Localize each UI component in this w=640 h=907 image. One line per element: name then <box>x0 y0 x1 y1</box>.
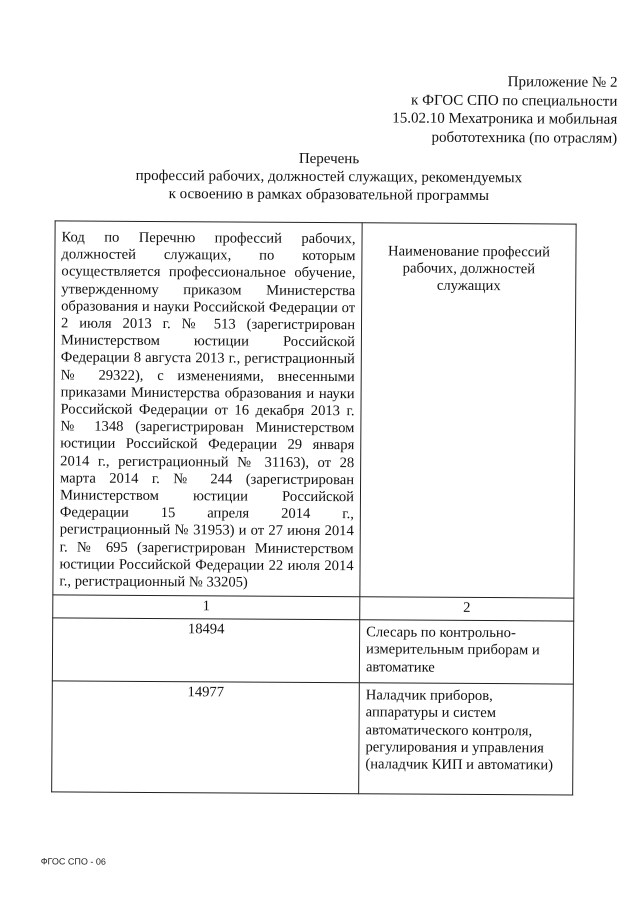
profession-name: Слесарь по контрольно-измерительным приборам и автоматике <box>359 620 573 684</box>
document-heading <box>129 149 529 205</box>
column-number-2: 2 <box>360 597 574 621</box>
table-row <box>52 681 574 795</box>
annex-specialty: 15.02.10 Мехатроника и мобильная <box>392 110 618 128</box>
header-name-column: Наименование профессий рабочих, должностей служащих <box>360 223 576 599</box>
column-number-1: 1 <box>53 595 360 620</box>
annex-specialty-cont: робототехника (по отраслям) <box>431 129 618 147</box>
table-header-row <box>53 221 576 598</box>
annex-block <box>317 72 617 148</box>
professions-table <box>51 220 576 795</box>
table-number-row <box>53 595 574 621</box>
profession-code: 14977 <box>52 681 360 794</box>
heading-subtitle-1: профессий рабочих, должностей служащих, рекомендуемых <box>135 167 523 187</box>
profession-name: Наладчик приборов, аппаратуры и систем автоматического контроля, регулирования и управления (наладчик КИП и автоматики) <box>359 683 574 795</box>
table-row <box>52 618 573 684</box>
heading-subtitle-2: к освоению в рамках образовательной программы <box>168 186 490 205</box>
heading-title: Перечень <box>298 150 360 168</box>
profession-code: 18494 <box>52 618 359 683</box>
page-footer: ФГОС СПО - 06 <box>40 856 106 867</box>
annex-reference: к ФГОС СПО по специальности <box>411 92 618 110</box>
annex-number: Приложение № 2 <box>507 74 618 91</box>
header-code-column: Код по Перечню профессий рабочих, должностей служащих, по которым осуществляется профессиональное обучение, утвержденному приказом Министерства образования и науки Российской Федерации от 2 июля 2013 г. № 513 (зарегистрирован Министерством юстиции Российской Федерации 8 августа 2013 г., регистрационный № 29322), с изменениями, внесенными приказами Министерства образования и науки Российской Федерации от 16 декабря 2013 г. № 1348 (зарегистрирован Министерством юстиции Российской Федерации 29 января 2014 г., регистрационный № 31163), от 28 марта 2014 г. № 244 (зарегистрирован Министерством юстиции Российской Федерации 15 апреля 2014 г., регистрационный № 31953) и от 27 июня 2014 г. № 695 (зарегистрирован Министерством юстиции Российской Федерации 22 июля 2014 г., регистрационный № 33205) <box>53 221 362 597</box>
